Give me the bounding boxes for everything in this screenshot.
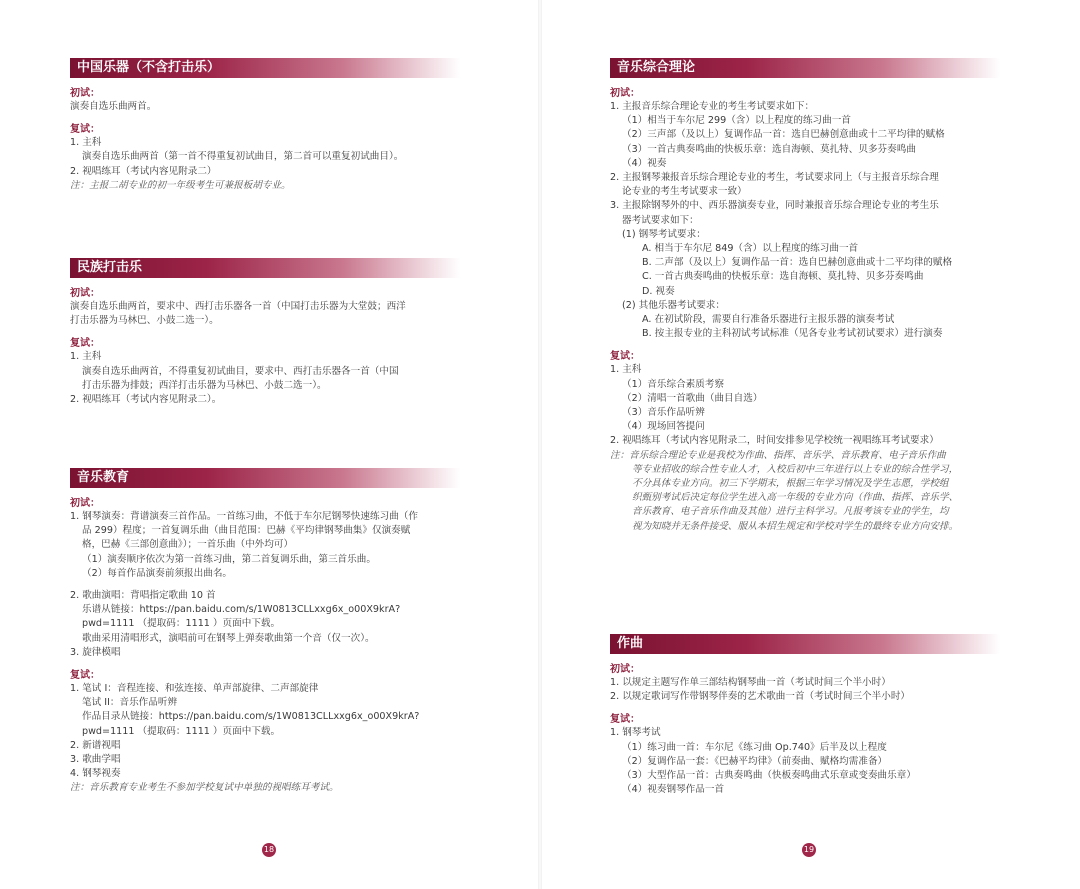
spacer xyxy=(70,581,460,589)
section-title: 中国乐器（不含打击乐） xyxy=(70,58,460,78)
final-exam-label: 复试： xyxy=(610,714,640,726)
page-number-right: 19 xyxy=(802,843,816,857)
text-line: 2. 视唱练耳（考试内容见附录二） xyxy=(70,165,217,177)
text-line: 2. 新谱视唱 xyxy=(70,739,121,751)
text-line: 打击乐器为排鼓；西洋打击乐器为马林巴、小鼓二选一）。 xyxy=(82,379,327,391)
text-line: （4）视奏 xyxy=(622,157,667,169)
text-line: （1）演奏顺序依次为第一首练习曲，第二首复调乐曲，第三首乐曲。 xyxy=(82,553,376,565)
text-line: pwd=1111 （提取码：1111 ）页面中下载。 xyxy=(82,725,281,737)
text-line: 3. 歌曲学唱 xyxy=(70,754,121,766)
final-exam-label: 复试： xyxy=(610,351,640,363)
text-line: 笔试 II：音乐作品听辨 xyxy=(82,697,178,709)
text-line: 格，巴赫《三部创意曲》）；一首乐曲（中外均可） xyxy=(82,539,294,551)
page-number-left: 18 xyxy=(262,843,276,857)
final-exam-label: 复试： xyxy=(70,670,100,682)
text-line: 1. 以规定主题写作单三部结构钢琴曲一首（考试时间三个半小时） xyxy=(610,677,891,688)
text-line: 打击乐器为马林巴、小鼓二选一）。 xyxy=(70,315,219,327)
note-line: 织甄别考试后决定每位学生进入高一年级的专业方向（作曲、指挥、音乐学、 xyxy=(632,492,959,504)
text-line: 2. 歌曲演唱：背唱指定歌曲 10 首 xyxy=(70,590,216,602)
section-comprehensive-music-theory xyxy=(610,58,1000,534)
text-line: 演奏自选乐曲两首，不得重复初试曲目，要求中、西打击乐器各一首（中国 xyxy=(82,365,399,377)
text-line: B. 二声部（及以上）复调作品一首：选自巴赫创意曲或十二平均律的赋格 xyxy=(642,257,953,269)
preliminary-exam-label: 初试： xyxy=(70,288,100,299)
text-line: A. 在初试阶段，需要自行准备乐器进行主报乐器的演奏考试 xyxy=(642,314,895,326)
section-title: 音乐教育 xyxy=(70,468,460,488)
text-line: （1）练习曲一首：车尔尼《练习曲 Op.740》后半及以上程度 xyxy=(622,741,887,753)
text-line: 1. 主科 xyxy=(70,137,102,149)
text-line: （3）大型作品一首：古典奏鸣曲（快板奏鸣曲式乐章或变奏曲乐章） xyxy=(622,770,916,782)
text-line: 2. 以规定歌词写作带钢琴伴奏的艺术歌曲一首（考试时间三个半小时） xyxy=(610,691,911,703)
text-line: 2. 视唱练耳（考试内容见附录二，时间安排参见学校统一视唱练耳考试要求） xyxy=(610,435,939,447)
text-line: pwd=1111 （提取码：1111 ）页面中下载。 xyxy=(82,618,281,630)
text-line: 1. 钢琴演奏：背谱演奏三首作品。一首练习曲，不低于车尔尼钢琴快速练习曲（作 xyxy=(70,511,418,522)
text-line: 2. 主报钢琴兼报音乐综合理论专业的考生，考试要求同上（与主报音乐综合理 xyxy=(610,172,939,184)
note-line: 注：主报二胡专业的初一年级考生可兼报板胡专业。 xyxy=(70,179,291,191)
right-page xyxy=(540,0,1080,889)
text-line: 1. 主科 xyxy=(70,351,102,363)
text-line: 3. 主报除钢琴外的中、西乐器演奏专业，同时兼报音乐综合理论专业的考生乐 xyxy=(610,200,939,212)
text-line: 作品目录从链接：https://pan.baidu.com/s/1W0813CLLxxg6x_o00X9krA? xyxy=(82,711,420,723)
section-chinese-instruments xyxy=(70,58,460,193)
preliminary-exam-label: 初试： xyxy=(70,498,100,509)
text-line: (2) 其他乐器考试要求： xyxy=(622,299,725,311)
text-line: 品 299）程度；一首复调乐曲（曲目范围：巴赫《平均律钢琴曲集》仅演奏赋 xyxy=(82,525,411,537)
text-line: (1) 钢琴考试要求： xyxy=(622,228,706,240)
note-line: 视为知晓并无条件接受、服从本招生规定和学校对学生的最终专业方向安排。 xyxy=(632,520,959,532)
text-line: C. 一首古典奏鸣曲的快板乐章：选自海顿、莫扎特、贝多芬奏鸣曲 xyxy=(642,271,924,283)
text-line: 歌曲采用清唱形式，演唱前可在钢琴上弹奏歌曲第一个音（仅一次）。 xyxy=(82,632,375,644)
text-line: A. 相当于车尔尼 849（含）以上程度的练习曲一首 xyxy=(642,243,859,255)
text-line: 演奏自选乐曲两首（第一首不得重复初试曲目，第二首可以重复初试曲目）。 xyxy=(82,151,404,163)
text-line: 乐谱从链接：https://pan.baidu.com/s/1W0813CLLxxg6x_o00X9krA? xyxy=(82,604,401,616)
text-line: 器考试要求如下： xyxy=(622,214,699,226)
final-exam-label: 复试： xyxy=(70,124,100,136)
text-line: 论专业的考生考试要求一致） xyxy=(622,186,747,198)
section-title: 音乐综合理论 xyxy=(610,58,1000,78)
preliminary-exam-label: 初试： xyxy=(70,88,100,99)
text-line: 1. 主科 xyxy=(610,364,642,376)
text-line: （2）每首作品演奏前须报出曲名。 xyxy=(82,567,233,579)
final-exam-label: 复试： xyxy=(70,338,100,350)
text-line: （1）音乐综合素质考察 xyxy=(622,378,725,390)
note-line: 注：音乐综合理论专业是我校为作曲、指挥、音乐学、音乐教育、电子音乐作曲 xyxy=(610,449,946,461)
text-line: （3）音乐作品听辨 xyxy=(622,407,705,419)
note-line: 等专业招收的综合性专业人才，入校后初中三年进行以上专业的综合性学习， xyxy=(632,463,959,475)
text-line: 1. 笔试 I：音程连接、和弦连接、单声部旋律、二声部旋律 xyxy=(70,683,319,695)
text-line: （4）视奏钢琴作品一首 xyxy=(622,784,725,796)
text-line: （2）三声部（及以上）复调作品一首：选自巴赫创意曲或十二平均律的赋格 xyxy=(622,129,945,141)
text-line: 1. 钢琴考试 xyxy=(610,727,661,739)
text-line: （2）复调作品一套：《巴赫平均律》（前奏曲、赋格均需准备） xyxy=(622,755,888,767)
text-line: 2. 视唱练耳（考试内容见附录二）。 xyxy=(70,394,222,406)
preliminary-exam-label: 初试： xyxy=(610,88,640,99)
text-line: B. 按主报专业的主科初试考试标准（见各专业考试初试要求）进行演奏 xyxy=(642,328,943,340)
note-line: 不分具体专业方向。初三下学期末，根据三年学习情况及学生志愿，学校组 xyxy=(632,478,949,490)
section-title: 民族打击乐 xyxy=(70,258,460,278)
section-composition xyxy=(610,634,1000,797)
text-line: （4）现场回答提问 xyxy=(622,421,705,433)
text-line: （2）清唱一首歌曲（曲目自选） xyxy=(622,392,763,404)
preliminary-exam-label: 初试： xyxy=(610,664,640,675)
text-line: 1. 主报音乐综合理论专业的考生考试要求如下： xyxy=(610,101,815,112)
text-line: 演奏自选乐曲两首。 xyxy=(70,101,157,112)
text-line: 4. 钢琴视奏 xyxy=(70,768,121,780)
section-music-education xyxy=(70,468,460,796)
note-line: 音乐教育、电子音乐作曲及其他）进行主科学习。凡报考该专业的学生，均 xyxy=(632,506,949,518)
text-line: 3. 旋律模唱 xyxy=(70,646,121,658)
text-line: 演奏自选乐曲两首，要求中、西打击乐器各一首（中国打击乐器为大堂鼓；西洋 xyxy=(70,301,406,312)
section-title: 作曲 xyxy=(610,634,1000,654)
section-ethnic-percussion xyxy=(70,258,460,407)
text-line: （3）一首古典奏鸣曲的快板乐章：选自海顿、莫扎特、贝多芬奏鸣曲 xyxy=(622,143,916,155)
note-line: 注：音乐教育专业考生不参加学校复试中单独的视唱练耳考试。 xyxy=(70,782,339,794)
text-line: D. 视奏 xyxy=(642,285,675,297)
text-line: （1）相当于车尔尼 299（含）以上程度的练习曲一首 xyxy=(622,115,851,127)
